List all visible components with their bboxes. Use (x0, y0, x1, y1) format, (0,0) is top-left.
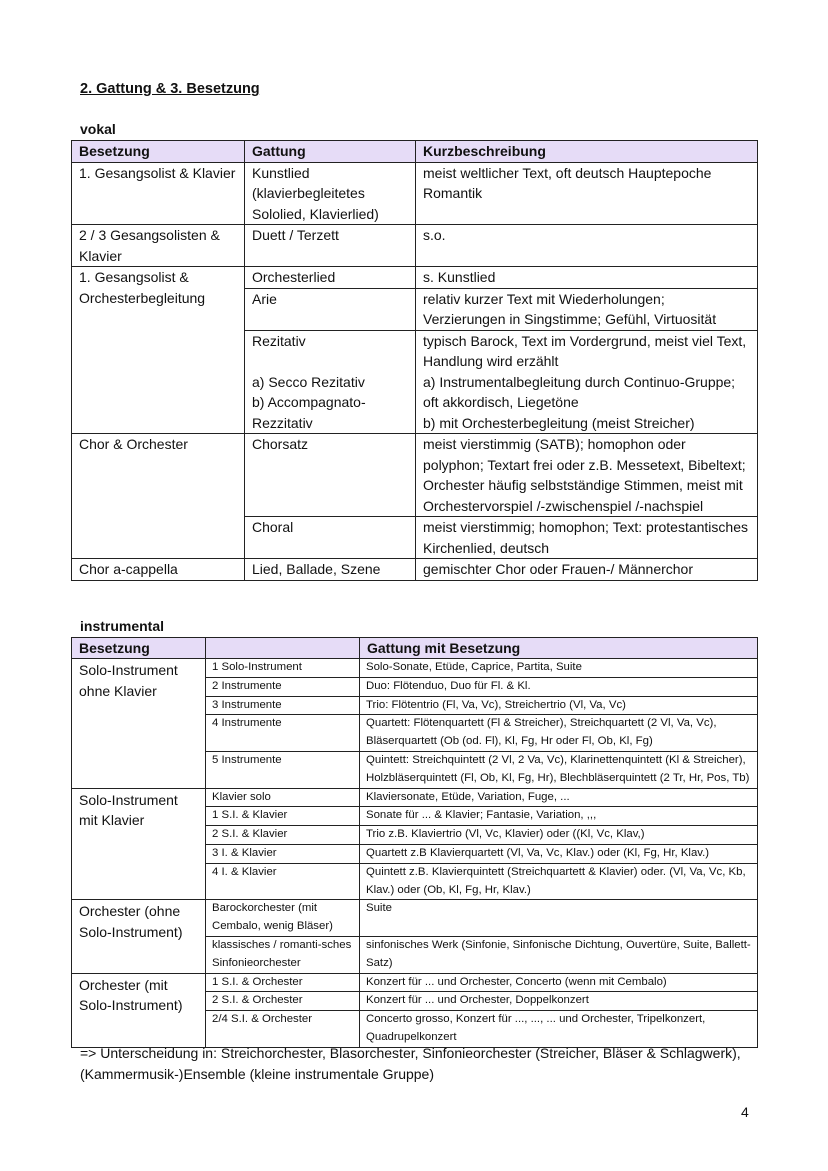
cell-gattung: Lied, Ballade, Szene (245, 559, 416, 581)
cell-gattung: Arie (245, 288, 416, 330)
cell-gattung: Kunstlied (klavierbegleitetes Sololied, Klavierlied) (245, 162, 416, 225)
cell-besetzung-detail: 1 S.I. & Klavier (206, 807, 360, 826)
cell-kurzbeschreibung: meist weltlicher Text, oft deutsch Hauptepoche Romantik (416, 162, 758, 225)
vokal-title: vokal (80, 121, 116, 137)
col-header-kurzbeschreibung: Kurzbeschreibung (416, 141, 758, 163)
cell-gattung: Solo-Sonate, Etüde, Caprice, Partita, Suite (360, 659, 758, 678)
cell-kurzbeschreibung (416, 330, 758, 434)
cell-besetzung: 2 / 3 Gesangsolisten & Klavier (72, 225, 245, 267)
table-header-row (72, 638, 758, 659)
cell-gattung: Quintett: Streichquintett (2 Vl, 2 Va, Vc), Klarinettenquintett (Kl & Streicher), Holzbläserquintett (Fl, Ob, Kl, Fg, Hr), Blechbläserquintett (2 Tr, Hr, Pos, Tb) (360, 751, 758, 788)
table-row (72, 659, 758, 678)
cell-besetzung-detail: 2 S.I. & Orchester (206, 992, 360, 1011)
beschr-rezitativ: typisch Barock, Text im Vordergrund, meist viel Text, Handlung wird erzählt (423, 332, 747, 369)
cell-besetzung-detail: 1 Solo-Instrument (206, 659, 360, 678)
cell-besetzung: 1. Gesangsolist & Orchesterbegleitung (72, 267, 245, 434)
instrumental-table (71, 637, 758, 1048)
gattung-accompagnato: b) Accompagnato-Rezzitativ (252, 394, 366, 431)
cell-gattung: Sonate für ... & Klavier; Fantasie, Variation, ,,, (360, 807, 758, 826)
table-header-row (72, 141, 758, 163)
cell-gattung: Klaviersonate, Etüde, Variation, Fuge, ... (360, 788, 758, 807)
cell-gattung: Konzert für ... und Orchester, Doppelkonzert (360, 992, 758, 1011)
group-label: Orchester (ohne Solo-Instrument) (72, 900, 206, 973)
cell-kurzbeschreibung: relativ kurzer Text mit Wiederholungen; Verzierungen in Singstimme; Gefühl, Virtuosität (416, 288, 758, 330)
cell-gattung: Choral (245, 517, 416, 559)
beschr-accompagnato: b) mit Orchesterbegleitung (meist Streicher) (423, 414, 695, 431)
cell-besetzung-detail: Klavier solo (206, 788, 360, 807)
vokal-table (71, 140, 758, 581)
col-header-besetzung: Besetzung (72, 141, 245, 163)
table-row (72, 900, 758, 937)
cell-besetzung-detail: 2 S.I. & Klavier (206, 826, 360, 845)
cell-besetzung-detail: klassisches / romanti-sches Sinfonieorchester (206, 936, 360, 973)
col-header-empty (206, 638, 360, 659)
cell-besetzung-detail: 3 I. & Klavier (206, 844, 360, 863)
cell-besetzung-detail: 4 I. & Klavier (206, 863, 360, 900)
cell-besetzung-detail: 5 Instrumente (206, 751, 360, 788)
cell-kurzbeschreibung: gemischter Chor oder Frauen-/ Männerchor (416, 559, 758, 581)
section-heading: 2. Gattung & 3. Besetzung (80, 81, 260, 97)
gattung-rezitativ: Rezitativ (252, 332, 306, 349)
cell-besetzung-detail: Barockorchester (mit Cembalo, wenig Bläser) (206, 900, 360, 937)
cell-gattung (245, 330, 416, 434)
group-label: Solo-Instrument mit Klavier (72, 788, 206, 900)
cell-kurzbeschreibung: meist vierstimmig; homophon; Text: protestantisches Kirchenlied, deutsch (416, 517, 758, 559)
page-number: 4 (741, 1104, 749, 1120)
cell-besetzung-detail: 1 S.I. & Orchester (206, 973, 360, 992)
table-row (72, 973, 758, 992)
cell-gattung: sinfonisches Werk (Sinfonie, Sinfonische Dichtung, Ouvertüre, Suite, Ballett-Satz) (360, 936, 758, 973)
table-row (72, 788, 758, 807)
cell-gattung: Duo: Flötenduo, Duo für Fl. & Kl. (360, 677, 758, 696)
cell-besetzung: Chor a-cappella (72, 559, 245, 581)
group-label: Solo-Instrument ohne Klavier (72, 659, 206, 789)
cell-gattung: Quartett z.B Klavierquartett (Vl, Va, Vc, Klav.) oder (Kl, Fg, Hr, Klav.) (360, 844, 758, 863)
table-row (72, 434, 758, 517)
cell-gattung: Konzert für ... und Orchester, Concerto (wenn mit Cembalo) (360, 973, 758, 992)
cell-kurzbeschreibung: s.o. (416, 225, 758, 267)
cell-gattung: Chorsatz (245, 434, 416, 517)
cell-besetzung-detail: 2/4 S.I. & Orchester (206, 1011, 360, 1048)
col-header-gattung-mit-besetzung: Gattung mit Besetzung (360, 638, 758, 659)
cell-besetzung: Chor & Orchester (72, 434, 245, 559)
cell-besetzung: 1. Gesangsolist & Klavier (72, 162, 245, 225)
cell-gattung: Duett / Terzett (245, 225, 416, 267)
cell-gattung: Suite (360, 900, 758, 937)
table-row (72, 225, 758, 267)
table-row (72, 162, 758, 225)
col-header-gattung: Gattung (245, 141, 416, 163)
beschr-secco: a) Instrumentalbegleitung durch Continuo-Gruppe; oft akkordisch, Liegetöne (423, 373, 736, 410)
cell-gattung: Quartett: Flötenquartett (Fl & Streicher), Streichquartett (2 Vl, Va, Vc), Bläserquartett (Ob (od. Fl), Kl, Fg, Hr oder Fl, Ob, Kl, Fg) (360, 715, 758, 752)
cell-gattung: Concerto grosso, Konzert für ..., ..., ... und Orchester, Tripelkonzert, Quadrupelkonzert (360, 1011, 758, 1048)
col-header-besetzung: Besetzung (72, 638, 206, 659)
cell-kurzbeschreibung: s. Kunstlied (416, 267, 758, 289)
gattung-secco: a) Secco Rezitativ (252, 373, 365, 390)
footer-note: => Unterscheidung in: Streichorchester, Blasorchester, Sinfonieorchester (Streicher, Bläser & Schlagwerk), (Kammermusik-)Ensemble (kleine instrumentale Gruppe) (80, 1045, 741, 1082)
cell-besetzung-detail: 2 Instrumente (206, 677, 360, 696)
cell-kurzbeschreibung: meist vierstimmig (SATB); homophon oder polyphon; Textart frei oder z.B. Messetext, Bibeltext; Orchester häufig selbstständige Stimmen, meist mit Orchestervorspiel /-zwischenspiel /-nachspiel (416, 434, 758, 517)
cell-besetzung-detail: 3 Instrumente (206, 696, 360, 715)
instrumental-title: instrumental (80, 618, 165, 634)
cell-gattung: Orchesterlied (245, 267, 416, 289)
cell-gattung: Trio z.B. Klaviertrio (Vl, Vc, Klavier) oder ((Kl, Vc, Klav,) (360, 826, 758, 845)
cell-gattung: Trio: Flötentrio (Fl, Va, Vc), Streichertrio (Vl, Va, Vc) (360, 696, 758, 715)
cell-gattung: Quintett z.B. Klavierquintett (Streichquartett & Klavier) oder. (Vl, Va, Vc, Kb, Klav.) oder (Ob, Kl, Fg, Hr, Klav.) (360, 863, 758, 900)
cell-besetzung-detail: 4 Instrumente (206, 715, 360, 752)
table-row (72, 559, 758, 581)
group-label: Orchester (mit Solo-Instrument) (72, 973, 206, 1047)
table-row (72, 267, 758, 289)
